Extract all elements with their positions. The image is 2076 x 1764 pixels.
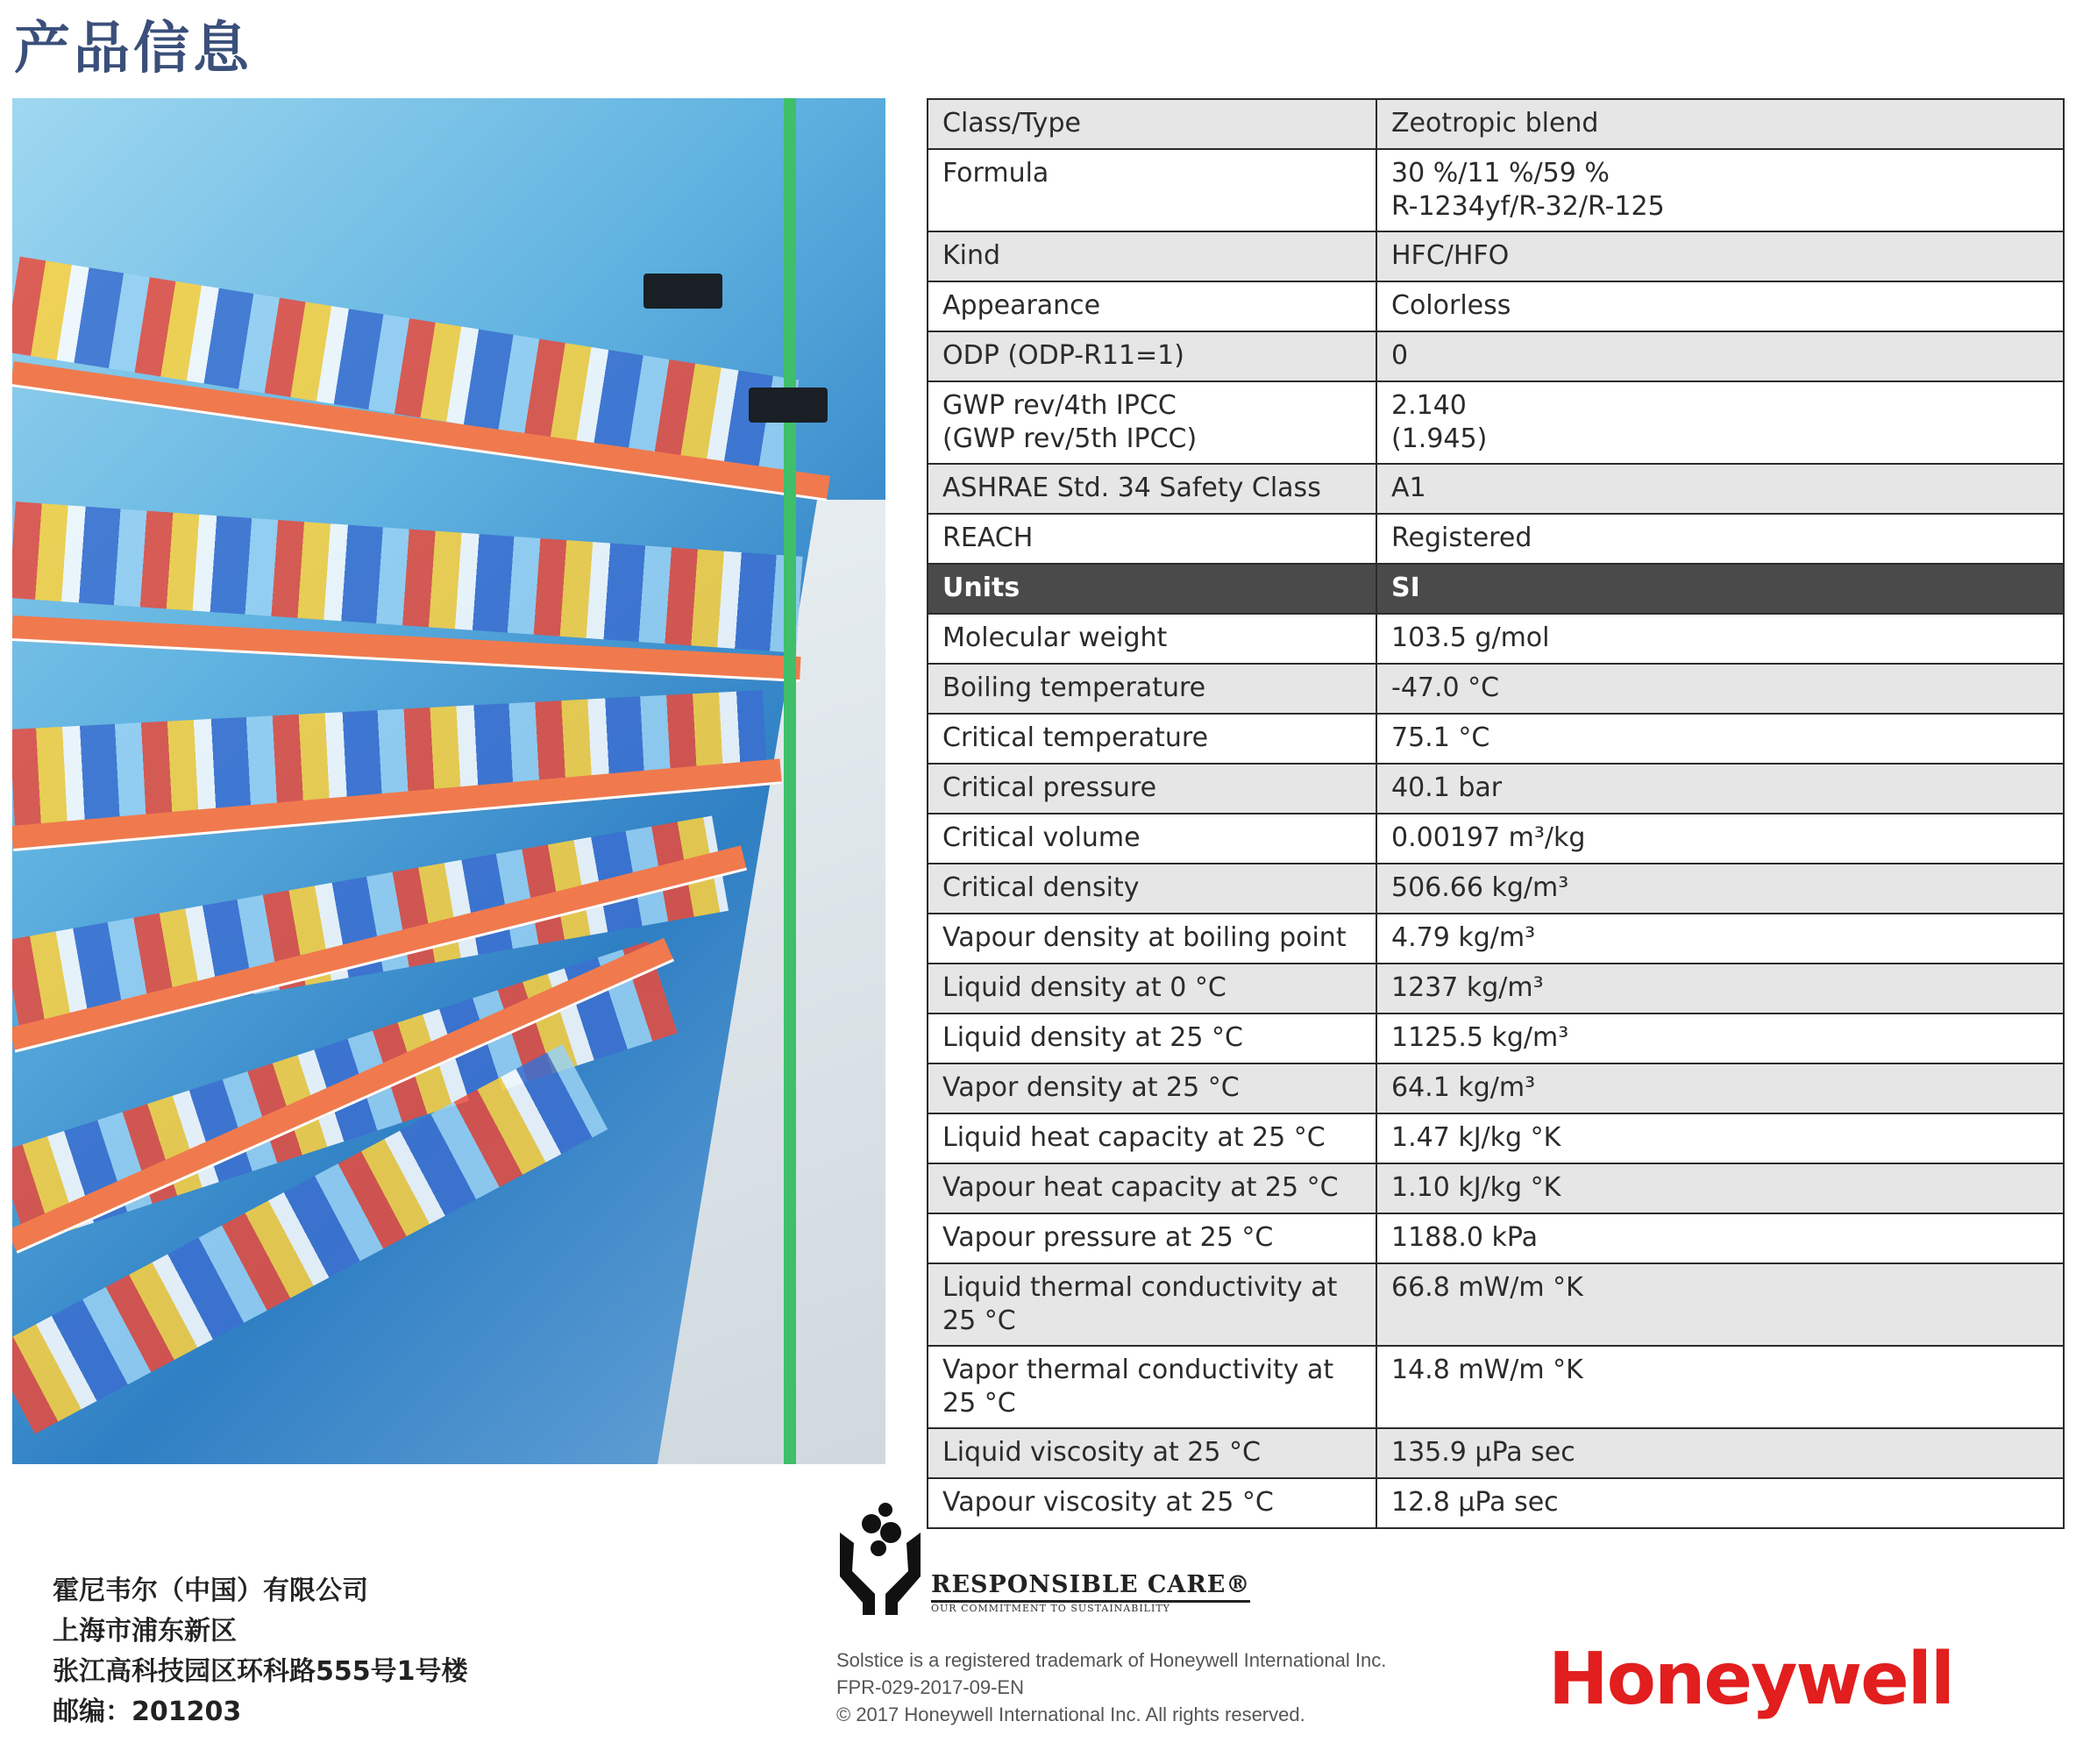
table-row	[928, 1346, 2064, 1428]
property-value: Zeotropic blend	[1391, 108, 1599, 139]
table-row	[928, 1213, 2064, 1263]
responsible-care-subtitle: OUR COMMITMENT TO SUSTAINABILITY	[931, 1603, 1170, 1614]
property-value: 135.9 μPa sec	[1376, 1428, 2064, 1478]
address-line: 张江高科技园区环科路555号1号楼	[53, 1656, 468, 1687]
table-row	[928, 464, 2064, 514]
property-value: 14.8 mW/m °K	[1376, 1346, 2064, 1428]
property-label: Liquid density at 25 °C	[928, 1014, 1376, 1063]
property-label: REACH	[942, 523, 1034, 553]
property-label: GWP rev/4th IPCC	[942, 390, 1177, 421]
property-value: 1188.0 kPa	[1376, 1213, 2064, 1263]
legal-line: Solstice is a registered trademark of Honeywell International Inc.	[836, 1649, 1387, 1671]
table-row	[928, 514, 2064, 564]
legal-notice	[836, 1647, 1386, 1728]
property-label: Critical volume	[928, 814, 1376, 864]
address-line: 上海市浦东新区	[53, 1616, 237, 1647]
table-row	[928, 331, 2064, 381]
units-header-row	[928, 564, 2064, 614]
property-label: Liquid viscosity at 25 °C	[928, 1428, 1376, 1478]
property-value: 0.00197 m³/kg	[1376, 814, 2064, 864]
table-row	[928, 231, 2064, 281]
property-value: 12.8 μPa sec	[1376, 1478, 2064, 1528]
property-value: 40.1 bar	[1376, 764, 2064, 814]
legal-line: © 2017 Honeywell International Inc. All rights reserved.	[836, 1704, 1305, 1725]
property-label: Critical pressure	[928, 764, 1376, 814]
table-row	[928, 964, 2064, 1014]
page-title: 产品信息	[14, 17, 252, 82]
property-label: Vapour viscosity at 25 °C	[928, 1478, 1376, 1528]
property-label: Molecular weight	[928, 614, 1376, 664]
table-row	[928, 1263, 2064, 1346]
property-value: (1.945)	[1391, 423, 1488, 454]
company-address	[53, 1571, 468, 1732]
property-label: Liquid thermal conductivity at 25 °C	[928, 1263, 1376, 1346]
property-label: Vapor density at 25 °C	[928, 1063, 1376, 1113]
table-row	[928, 814, 2064, 864]
property-value: A1	[1391, 473, 1426, 503]
units-label: Units	[928, 564, 1376, 614]
property-label: Appearance	[942, 290, 1101, 321]
table-row	[928, 281, 2064, 331]
property-label: Critical density	[928, 864, 1376, 914]
property-label: Liquid heat capacity at 25 °C	[928, 1113, 1376, 1163]
table-row	[928, 914, 2064, 964]
property-value: R-1234yf/R-32/R-125	[1391, 191, 1665, 222]
property-value: 103.5 g/mol	[1376, 614, 2064, 664]
property-value: -47.0 °C	[1376, 664, 2064, 714]
property-value: 30 %/11 %/59 %	[1391, 158, 1610, 188]
property-value: 1125.5 kg/m³	[1376, 1014, 2064, 1063]
property-value: 2.140	[1391, 390, 1467, 421]
table-row	[928, 1063, 2064, 1113]
property-label: Vapour heat capacity at 25 °C	[928, 1163, 1376, 1213]
property-value: 1.10 kJ/kg °K	[1376, 1163, 2064, 1213]
property-value: 506.66 kg/m³	[1376, 864, 2064, 914]
table-row	[928, 714, 2064, 764]
address-line: 邮编：201203	[53, 1696, 242, 1727]
units-value: SI	[1376, 564, 2064, 614]
property-label: Boiling temperature	[928, 664, 1376, 714]
property-label: Vapour pressure at 25 °C	[928, 1213, 1376, 1263]
supermarket-shelves-photo	[12, 98, 885, 1464]
property-label: ASHRAE Std. 34 Safety Class	[942, 473, 1321, 503]
property-value: 1237 kg/m³	[1376, 964, 2064, 1014]
table-row	[928, 1014, 2064, 1063]
table-row	[928, 864, 2064, 914]
property-value: 75.1 °C	[1376, 714, 2064, 764]
property-value: Registered	[1391, 523, 1532, 553]
address-line: 霍尼韦尔（中国）有限公司	[53, 1576, 368, 1606]
property-label: Liquid density at 0 °C	[928, 964, 1376, 1014]
table-row	[928, 1163, 2064, 1213]
property-label: Vapour density at boiling point	[928, 914, 1376, 964]
table-row	[928, 99, 2064, 149]
property-label: Critical temperature	[928, 714, 1376, 764]
table-row	[928, 1428, 2064, 1478]
property-value: 1.47 kJ/kg °K	[1376, 1113, 2064, 1163]
property-value: 4.79 kg/m³	[1376, 914, 2064, 964]
property-label: Kind	[942, 240, 1001, 271]
table-row	[928, 1113, 2064, 1163]
legal-line: FPR-029-2017-09-EN	[836, 1676, 1024, 1698]
table-row	[928, 614, 2064, 664]
table-row	[928, 764, 2064, 814]
specs-table	[927, 98, 2065, 1529]
table-row	[928, 149, 2064, 231]
property-value: HFC/HFO	[1391, 240, 1510, 271]
property-label: Vapor thermal conductivity at 25 °C	[928, 1346, 1376, 1428]
property-label: Formula	[942, 158, 1049, 188]
table-row	[928, 381, 2064, 464]
honeywell-logo: Honeywell	[1548, 1638, 1953, 1721]
property-value: 66.8 mW/m °K	[1376, 1263, 2064, 1346]
property-label: Class/Type	[942, 108, 1081, 139]
responsible-care-title: RESPONSIBLE CARE®	[931, 1571, 1250, 1603]
property-value: 0	[1391, 340, 1409, 371]
property-label: ODP (ODP-R11=1)	[942, 340, 1184, 371]
property-label: (GWP rev/5th IPCC)	[942, 423, 1198, 454]
property-value: 64.1 kg/m³	[1376, 1063, 2064, 1113]
table-row	[928, 664, 2064, 714]
property-value: Colorless	[1391, 290, 1511, 321]
